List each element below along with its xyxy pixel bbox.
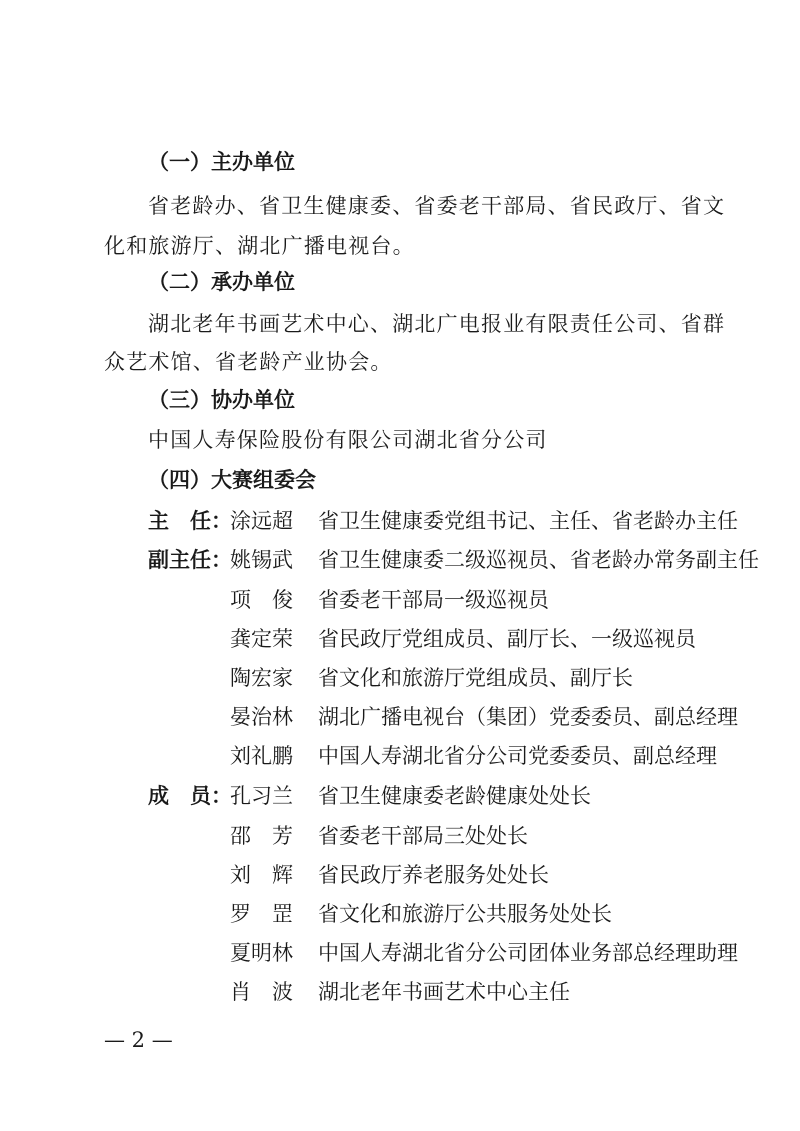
committee-name: 涂远超	[230, 509, 293, 533]
co-organizers-text: 中国人寿保险股份有限公司湖北省分公司	[148, 428, 548, 452]
hosts-text-line-1: 湖北老年书画艺术中心、湖北广电报业有限责任公司、省群	[148, 312, 726, 336]
committee-name: 孔习兰	[230, 784, 293, 808]
committee-title: 省文化和旅游厅党组成员、副厅长	[318, 666, 633, 690]
organizers-text-line-1: 省老龄办、省卫生健康委、省委老干部局、省民政厅、省文	[148, 194, 726, 218]
committee-title: 湖北广播电视台（集团）党委委员、副总经理	[318, 705, 738, 729]
section-heading-organizers: （一）主办单位	[148, 150, 295, 174]
committee-name: 陶宏家	[230, 666, 293, 690]
committee-name: 龚定荣	[230, 627, 293, 651]
committee-name: 刘 辉	[230, 863, 293, 887]
committee-name: 罗 罡	[230, 902, 293, 926]
committee-title: 省民政厅养老服务处处长	[318, 863, 549, 887]
organizers-text-line-2: 化和旅游厅、湖北广播电视台。	[104, 234, 415, 258]
committee-title: 省卫生健康委二级巡视员、省老龄办常务副主任	[318, 548, 759, 572]
role-chair: 主 任：	[148, 509, 232, 533]
committee-name: 姚锡武	[230, 548, 293, 572]
committee-name: 邵 芳	[230, 824, 293, 848]
section-heading-hosts: （二）承办单位	[148, 270, 295, 294]
committee-title: 省文化和旅游厅公共服务处处长	[318, 902, 612, 926]
committee-title: 省民政厅党组成员、副厅长、一级巡视员	[318, 627, 696, 651]
role-members: 成 员：	[148, 784, 232, 808]
committee-title: 中国人寿湖北省分公司团体业务部总经理助理	[318, 941, 738, 965]
page-number: — 2 —	[104, 1028, 173, 1052]
committee-title: 湖北老年书画艺术中心主任	[318, 980, 570, 1004]
committee-name: 夏明林	[230, 941, 293, 965]
hosts-text-line-2: 众艺术馆、省老龄产业协会。	[104, 350, 393, 374]
committee-name: 刘礼鹏	[230, 744, 293, 768]
committee-name: 项 俊	[230, 588, 293, 612]
committee-name: 晏治林	[230, 705, 293, 729]
section-heading-committee: （四）大赛组委会	[148, 468, 316, 492]
committee-title: 省卫生健康委党组书记、主任、省老龄办主任	[318, 509, 738, 533]
section-heading-co-organizers: （三）协办单位	[148, 388, 295, 412]
committee-name: 肖 波	[230, 980, 293, 1004]
committee-title: 省委老干部局三处处长	[318, 824, 528, 848]
committee-title: 省卫生健康委老龄健康处处长	[318, 784, 591, 808]
committee-title: 中国人寿湖北省分公司党委委员、副总经理	[318, 744, 717, 768]
committee-title: 省委老干部局一级巡视员	[318, 588, 549, 612]
role-vice-chair: 副主任：	[148, 548, 232, 572]
